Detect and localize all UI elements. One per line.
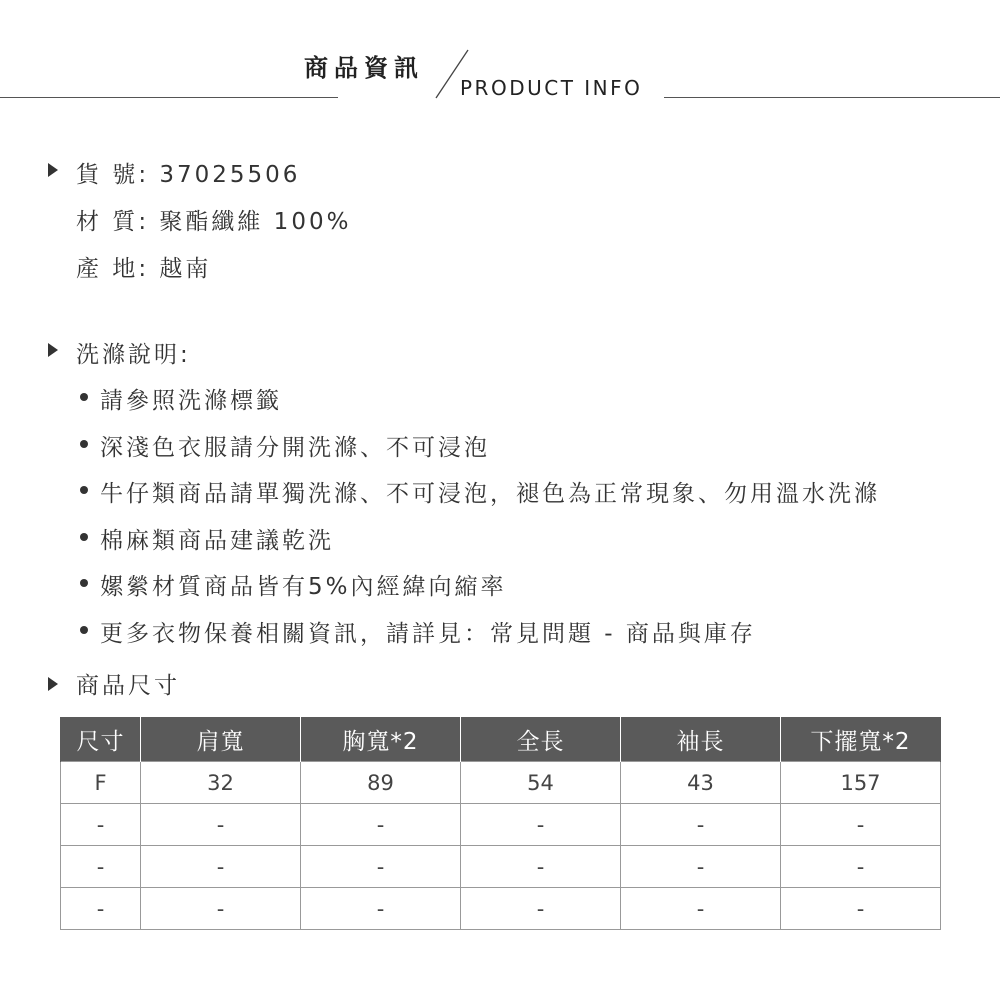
header-cell: 胸寬*2 bbox=[301, 717, 461, 762]
table-cell: - bbox=[461, 804, 621, 846]
header-title-en: PRODUCT INFO bbox=[460, 76, 643, 100]
table-cell: - bbox=[301, 888, 461, 930]
header-cell: 肩寬 bbox=[141, 717, 301, 762]
info-row-origin bbox=[76, 250, 211, 283]
care-title: 洗滌說明: bbox=[76, 342, 191, 368]
table-cell: - bbox=[61, 804, 141, 846]
bullet-dot-icon bbox=[80, 393, 88, 401]
table-cell: - bbox=[141, 804, 301, 846]
care-item: 更多衣物保養相關資訊，請詳見：常見問題 - 商品與庫存 bbox=[100, 621, 756, 647]
header-cell: 袖長 bbox=[621, 717, 781, 762]
table-cell: 54 bbox=[461, 762, 621, 804]
table-cell: - bbox=[781, 888, 941, 930]
size-title: 商品尺寸 bbox=[76, 673, 180, 699]
table-cell: - bbox=[461, 846, 621, 888]
table-cell: - bbox=[301, 804, 461, 846]
table-cell: - bbox=[141, 846, 301, 888]
header-line-left bbox=[0, 97, 338, 98]
header-cell: 尺寸 bbox=[61, 717, 141, 762]
header-title-cn: 商品資訊 bbox=[304, 54, 424, 82]
bullet-dot-icon bbox=[80, 626, 88, 634]
size-table-header-row bbox=[61, 717, 941, 762]
table-cell: 32 bbox=[141, 762, 301, 804]
table-cell: - bbox=[301, 846, 461, 888]
info-value: 37025506 bbox=[159, 162, 301, 188]
info-arrow-icon bbox=[48, 163, 58, 177]
info-colon: : bbox=[138, 162, 160, 188]
header-cell: 下擺寬*2 bbox=[781, 717, 941, 762]
care-item: 嫘縈材質商品皆有5%內經緯向縮率 bbox=[100, 574, 507, 600]
info-label: 材 質 bbox=[76, 209, 139, 235]
info-row-item-no bbox=[76, 156, 300, 189]
info-label: 產 地 bbox=[76, 256, 139, 282]
header-line-right bbox=[664, 97, 1000, 98]
table-row bbox=[61, 762, 941, 804]
info-row-material bbox=[76, 203, 351, 236]
table-cell: 43 bbox=[621, 762, 781, 804]
table-cell: - bbox=[781, 804, 941, 846]
size-arrow-icon bbox=[48, 677, 58, 691]
bullet-dot-icon bbox=[80, 486, 88, 494]
size-table bbox=[60, 717, 941, 930]
info-colon: : bbox=[138, 209, 160, 235]
table-cell: - bbox=[461, 888, 621, 930]
table-row bbox=[61, 888, 941, 930]
care-item: 深淺色衣服請分開洗滌、不可浸泡 bbox=[100, 435, 490, 461]
table-cell: - bbox=[61, 888, 141, 930]
table-cell: - bbox=[621, 888, 781, 930]
care-item: 牛仔類商品請單獨洗滌、不可浸泡，褪色為正常現象、勿用溫水洗滌 bbox=[100, 481, 880, 507]
info-value: 越南 bbox=[159, 256, 212, 282]
bullet-dot-icon bbox=[80, 533, 88, 541]
table-row bbox=[61, 846, 941, 888]
table-cell: 89 bbox=[301, 762, 461, 804]
table-cell: - bbox=[621, 804, 781, 846]
bullet-dot-icon bbox=[80, 440, 88, 448]
table-cell: 157 bbox=[781, 762, 941, 804]
care-item: 棉麻類商品建議乾洗 bbox=[100, 528, 334, 554]
info-colon: : bbox=[138, 256, 160, 282]
care-item: 請參照洗滌標籤 bbox=[100, 388, 282, 414]
info-label: 貨 號 bbox=[76, 162, 139, 188]
bullet-dot-icon bbox=[80, 579, 88, 587]
table-cell: - bbox=[781, 846, 941, 888]
info-value: 聚酯纖維 100% bbox=[159, 209, 352, 235]
table-row bbox=[61, 804, 941, 846]
table-cell: F bbox=[61, 762, 141, 804]
table-cell: - bbox=[61, 846, 141, 888]
table-cell: - bbox=[621, 846, 781, 888]
header-cell: 全長 bbox=[461, 717, 621, 762]
table-cell: - bbox=[141, 888, 301, 930]
care-arrow-icon bbox=[48, 343, 58, 357]
